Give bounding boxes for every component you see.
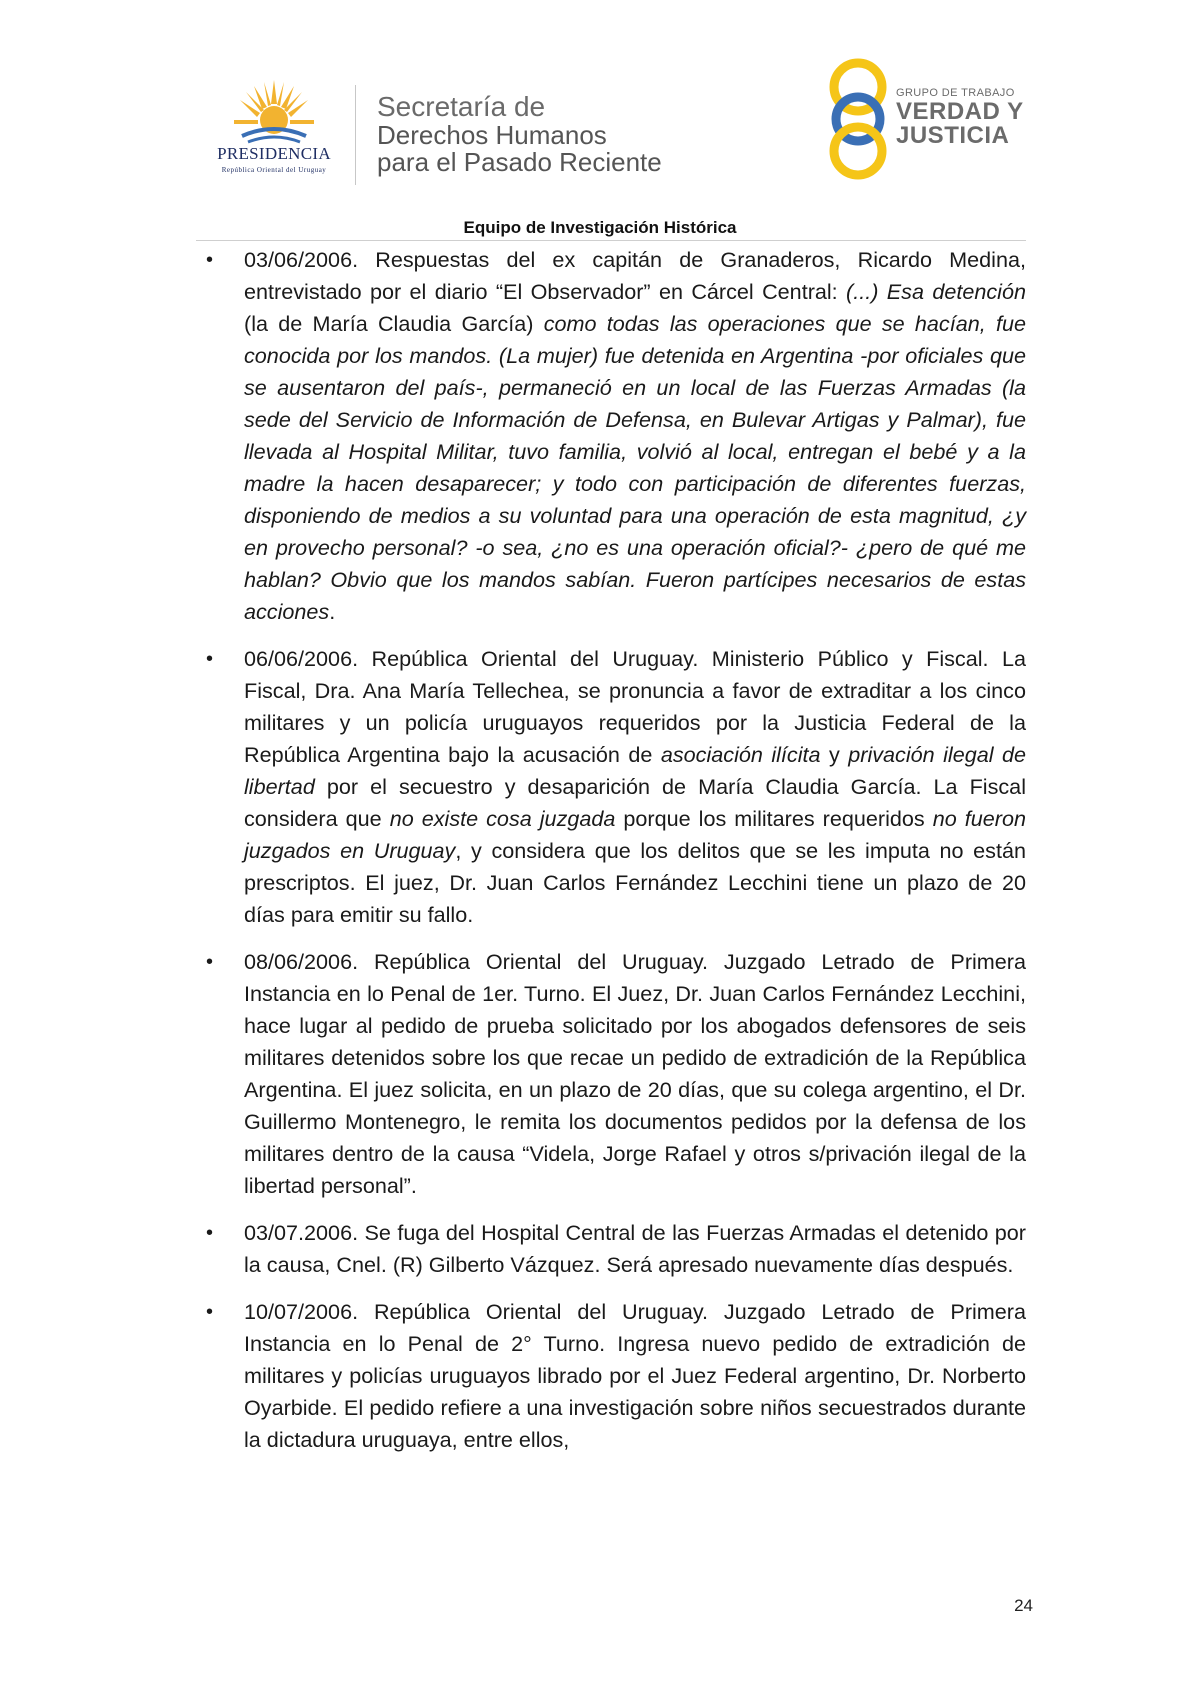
bullet-icon: •	[206, 951, 214, 973]
entry-segment: 03/07.2006. Se fuga del Hospital Central de las Fuerzas Armadas el detenido por la causa, Cnel. (R) Gilberto Vázquez. Será apresado nuevamente días después.	[244, 1220, 1026, 1277]
entry-segment: por el secuestro y desaparición de María Claudia García. La Fiscal considera que	[244, 774, 1026, 831]
bullet-icon: •	[206, 1222, 214, 1244]
entry-segment: , y considera que los delitos que se les imputa no están prescriptos. El juez, Dr. Juan Carlos Fernández Lecchini tiene un plazo de 20 días para emitir su fallo.	[244, 838, 1026, 927]
italic-quote: no fueron juzgados en Uruguay	[244, 806, 1026, 863]
secretaria-line-2: Derechos Humanos	[377, 120, 607, 150]
presidencia-subtitle: República Oriental del Uruguay	[221, 166, 327, 174]
sun-icon	[234, 78, 314, 148]
rings-icon	[826, 57, 890, 182]
entry-text	[244, 643, 1026, 931]
header-divider	[355, 85, 356, 185]
entry-text	[244, 946, 1026, 1202]
chronology-list	[206, 244, 1026, 1471]
entry-segment: porque los militares requeridos	[615, 806, 933, 831]
entry-segment: (la de María Claudia García)	[244, 311, 544, 336]
page-number: 24	[1014, 1596, 1033, 1615]
header-rule	[196, 240, 1026, 241]
list-item	[206, 643, 1026, 931]
secretaria-logo-text	[377, 92, 662, 176]
entry-segment: .	[329, 599, 336, 624]
entry-segment: 08/06/2006. República Oriental del Uruguay. Juzgado Letrado de Primera Instancia en lo Penal de 1er. Turno. El Juez, Dr. Juan Carlos Fernández Lecchini, hace lugar al pedido de prueba solicitado por los abogados defensores de seis militares detenidos sobre los que recae un pedido de extradición de la República Argentina. El juez solicita, en un plazo de 20 días, que su colega argentino, el Dr. Guillermo Montenegro, le remita los documentos pedidos por la defensa de los militares dentro de la causa “Videla, Jorge Rafael y otros s/privación ilegal de la libertad personal”.	[244, 949, 1026, 1198]
gtvj-line-3: JUSTICIA	[896, 122, 1010, 149]
bullet-icon: •	[206, 1301, 214, 1323]
list-item	[206, 1217, 1026, 1281]
page-header	[0, 0, 1191, 235]
presidencia-logo	[196, 78, 352, 178]
italic-quote: asociación ilícita	[660, 742, 821, 767]
gtvj-line-2: VERDAD Y	[896, 98, 1024, 125]
secretaria-line-3: para el Pasado Reciente	[377, 147, 662, 177]
italic-quote: privación ilegal de libertad	[244, 742, 1027, 799]
gtvj-line-1: GRUPO DE TRABAJO	[896, 87, 1015, 99]
entry-text	[244, 1217, 1026, 1281]
verdad-justicia-logo	[826, 57, 1036, 182]
presidencia-name: PRESIDENCIA	[217, 144, 331, 163]
italic-quote: no existe cosa juzgada	[389, 806, 616, 831]
entry-segment: 03/06/2006. Respuestas del ex capitán de Granaderos, Ricardo Medina, entrevistado por el diario “El Observador” en Cárcel Central:	[244, 247, 1026, 304]
list-item	[206, 946, 1026, 1202]
italic-quote: como todas las operaciones que se hacían, fue conocida por los mandos. (La mujer) fue detenida en Argentina -por oficiales que se ausentaron del país-, permaneció en un local de las Fuerzas Armadas (la sede del Servicio de Información de Defensa, en Bulevar Artigas y Palmar), fue llevada al Hospital Militar, tuvo familia, volvió al local, entregan el bebé y a la madre la hacen desaparecer; y todo con participación de diferentes fuerzas, disponiendo de medios a su voluntad para una operación de esta magnitud, ¿y en provecho personal? -o sea, ¿no es una operación oficial?- ¿pero de qué me hablan? Obvio que los mandos sabían. Fueron partícipes necesarios de estas acciones	[244, 311, 1026, 624]
bullet-icon: •	[206, 648, 214, 670]
entry-text	[244, 244, 1026, 628]
entry-segment: 10/07/2006. República Oriental del Uruguay. Juzgado Letrado de Primera Instancia en lo Penal de 2° Turno. Ingresa nuevo pedido de extradición de militares y policías uruguayos librado por el Juez Federal argentino, Dr. Norberto Oyarbide. El pedido refiere a una investigación sobre niños secuestrados durante la dictadura uruguaya, entre ellos,	[244, 1299, 1026, 1452]
entry-segment: y	[820, 742, 849, 767]
bullet-icon: •	[206, 249, 214, 271]
list-item	[206, 1296, 1026, 1456]
entry-text	[244, 1296, 1026, 1456]
entry-segment: 06/06/2006. República Oriental del Uruguay. Ministerio Público y Fiscal. La Fiscal, Dra. Ana María Tellechea, se pronuncia a favor de extraditar a los cinco militares y un policía uruguayos requeridos por la Justicia Federal de la República Argentina bajo la acusación de	[244, 646, 1026, 767]
verdad-justicia-text	[896, 87, 1024, 148]
italic-quote: (...) Esa detención	[846, 279, 1026, 304]
list-item	[206, 244, 1026, 628]
secretaria-line-1: Secretaría de	[377, 91, 546, 122]
section-title: Equipo de Investigación Histórica	[463, 218, 737, 237]
